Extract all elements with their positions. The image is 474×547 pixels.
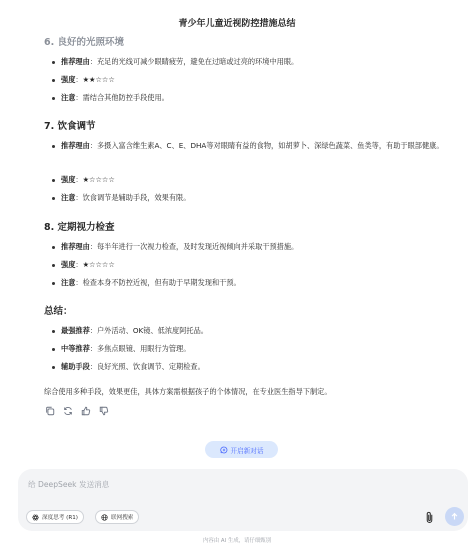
item-label: 最强推荐 (61, 326, 90, 335)
bullet-icon (52, 366, 55, 369)
bullet-icon (52, 264, 55, 267)
new-chat-icon (220, 446, 228, 454)
list-item (52, 259, 464, 271)
item-text: ：★☆☆☆☆ (75, 175, 115, 184)
item-text: ：需结合其他防控手段使用。 (75, 93, 169, 102)
item-text: ：每半年进行一次视力检查，及时发现近视倾向并采取干预措施。 (89, 242, 299, 251)
item-label: 推荐理由 (61, 141, 90, 150)
list-item (52, 241, 464, 253)
item-text: ：★☆☆☆☆ (75, 260, 115, 269)
section-diet (44, 118, 469, 132)
deep-think-button[interactable] (26, 510, 84, 524)
deep-think-label: 深度思考 (R1) (42, 515, 78, 521)
section-eye-check (44, 219, 469, 233)
item-label: 强度 (61, 260, 76, 269)
item-text: ：★★☆☆☆ (75, 75, 115, 84)
item-text: ：检查本身不防控近视，但有助于早期发现和干预。 (75, 278, 241, 287)
item-label: 辅助手段 (61, 362, 90, 371)
section-heading: 总结： (44, 306, 73, 317)
list-item (52, 56, 464, 68)
item-label: 注意 (61, 278, 76, 287)
item-text: ：饮食调节是辅助手段，效果有限。 (75, 193, 191, 202)
item-label: 中等推荐 (61, 344, 90, 353)
section-heading: 8. 定期视力检查 (44, 222, 115, 233)
list-item (52, 192, 464, 204)
list-item (52, 361, 464, 373)
regenerate-icon[interactable] (62, 405, 73, 416)
conclusion-text: 综合使用多种手段，效果更佳，具体方案需根据孩子的个体情况，在专业医生指导下制定。 (44, 387, 332, 396)
item-text: ：充足的光线可减少眼睛疲劳，避免在过暗或过亮的环境中用眼。 (89, 57, 299, 66)
send-arrow-icon (450, 512, 459, 521)
send-button[interactable] (445, 507, 464, 526)
section-lighting (44, 34, 469, 48)
message-actions (44, 405, 109, 419)
item-text: ：良好光照、饮食调节、定期检查。 (89, 362, 205, 371)
list-item (52, 174, 464, 186)
item-label: 强度 (61, 75, 76, 84)
list-item (52, 92, 464, 104)
list-item (52, 325, 464, 337)
section-heading: 6. 良好的光照环境 (44, 37, 125, 48)
list-item (52, 140, 464, 152)
item-label: 注意 (61, 93, 76, 102)
section-summary (44, 303, 469, 317)
message-input[interactable] (28, 477, 408, 491)
thumbs-up-icon[interactable] (80, 405, 91, 416)
page-title: 青少年儿童近视防控措施总结 (178, 19, 296, 29)
item-text: ：户外活动、OK镜、低浓度阿托品。 (89, 326, 208, 335)
bullet-icon (52, 179, 55, 182)
list-item (52, 74, 464, 86)
web-search-button[interactable] (95, 510, 139, 524)
item-label: 注意 (61, 193, 76, 202)
item-label: 强度 (61, 175, 76, 184)
bullet-icon (52, 97, 55, 100)
ai-disclaimer: 内容由 AI 生成，请仔细甄别 (202, 538, 271, 544)
bullet-icon (52, 348, 55, 351)
bullet-icon (52, 145, 55, 148)
message-composer (18, 469, 468, 531)
new-chat-button[interactable] (205, 441, 278, 458)
globe-icon (101, 514, 108, 521)
item-label: 推荐理由 (61, 57, 90, 66)
bullet-icon (52, 61, 55, 64)
bullet-icon (52, 246, 55, 249)
deep-think-icon (32, 514, 39, 521)
new-chat-label: 开启新对话 (230, 446, 264, 455)
thumbs-down-icon[interactable] (98, 405, 109, 416)
bullet-icon (52, 330, 55, 333)
item-text: ：多摄入富含维生素A、C、E、DHA等对眼睛有益的食物，如胡萝卜、深绿色蔬菜、鱼类等，有助于眼部健康。 (89, 141, 444, 150)
bullet-icon (52, 79, 55, 82)
bullet-icon (52, 197, 55, 200)
list-item (52, 343, 464, 355)
web-search-label: 联网搜索 (111, 515, 134, 521)
top-bar (0, 0, 474, 30)
attach-icon[interactable] (422, 509, 436, 525)
item-label: 推荐理由 (61, 242, 90, 251)
item-text: ：多焦点眼镜、用眼行为管理。 (89, 344, 191, 353)
section-heading: 7. 饮食调节 (44, 121, 96, 132)
copy-icon[interactable] (44, 405, 55, 416)
bullet-icon (52, 282, 55, 285)
list-item (52, 277, 464, 289)
